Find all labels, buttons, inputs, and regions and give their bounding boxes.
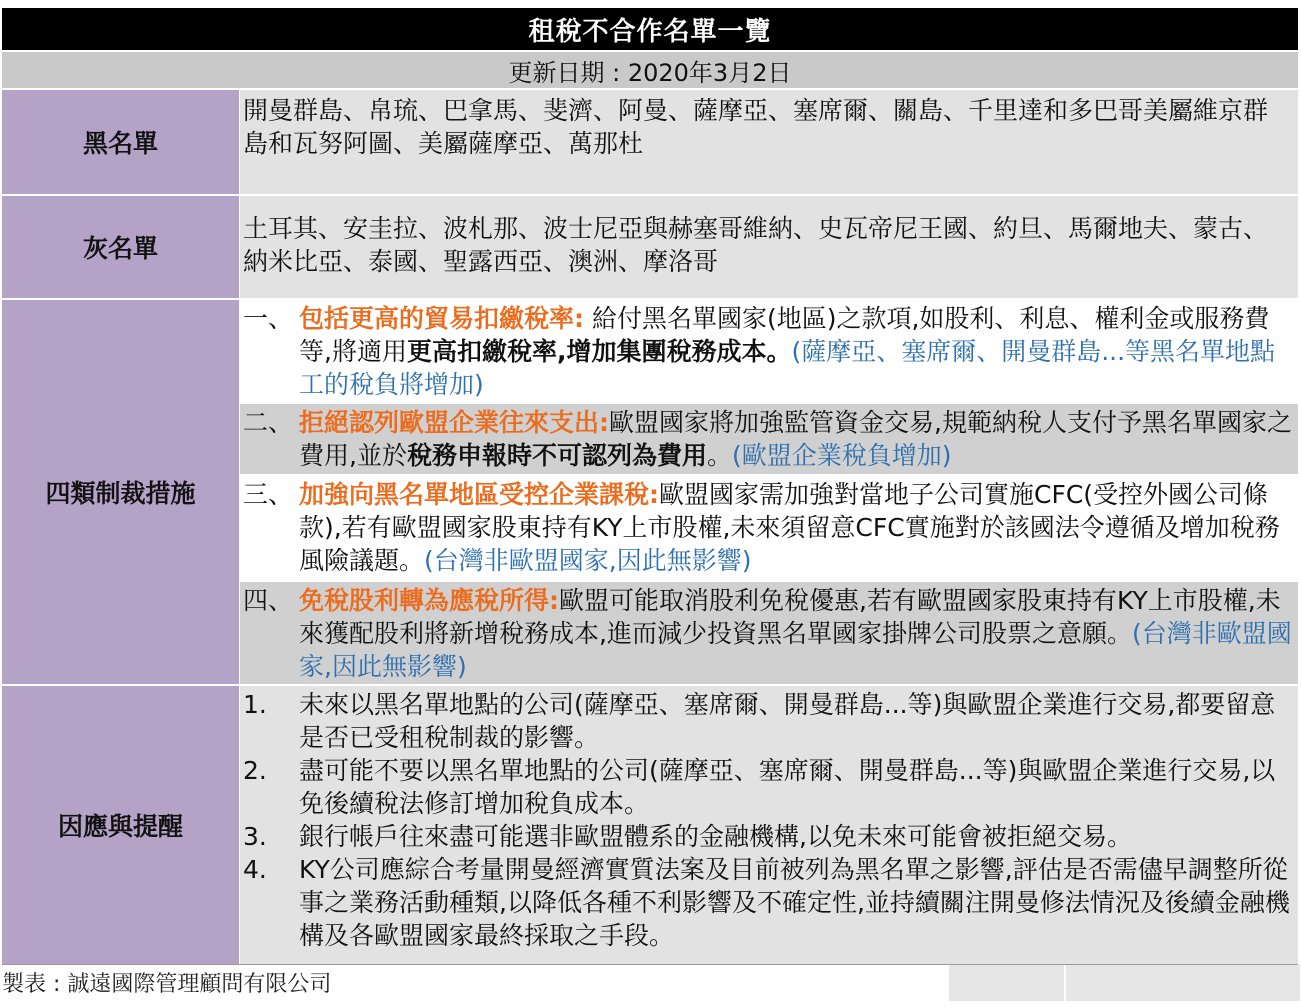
sanction-note: (歐盟企業稅負增加) bbox=[731, 441, 952, 470]
sanction-heading: 包括更高的貿易扣繳稅率: bbox=[299, 304, 584, 333]
sanction-heading: 拒絕認列歐盟企業往來支出: bbox=[299, 408, 609, 437]
sanction-heading: 免稅股利轉為應稅所得: bbox=[299, 586, 559, 615]
update-date: 更新日期 : 2020年3月2日 bbox=[2, 52, 1298, 88]
sanction-note: (薩摩亞、塞席爾、開曼群島...等黑名單地點工的稅負將增加) bbox=[299, 337, 1276, 399]
footer bbox=[2, 964, 1298, 1001]
black-list-label: 黑名單 bbox=[2, 88, 239, 194]
black-list-content: 開曼群島、帛琉、巴拿馬、斐濟、阿曼、薩摩亞、塞席爾、關島、千里達和多巴哥美屬維京群島和瓦努阿圖、美屬薩摩亞、萬那杜 bbox=[240, 88, 1298, 194]
advice-item bbox=[243, 688, 1292, 754]
advice-number: 2. bbox=[243, 756, 267, 785]
sanction-heading: 加強向黑名單地區受控企業課稅: bbox=[299, 480, 659, 509]
advice-item bbox=[243, 754, 1292, 820]
footer-blank-cell bbox=[947, 965, 1064, 1001]
advice-number: 1. bbox=[243, 690, 267, 719]
sanction-note: (台灣非歐盟國家,因此無影響) bbox=[424, 546, 752, 575]
sanction-emphasis: 更高扣繳稅率,增加集團稅務成本。 bbox=[406, 337, 792, 366]
sanction-number: 四、 bbox=[243, 586, 294, 615]
footer-credit: 製表 : 誠遠國際管理顧問有限公司 bbox=[2, 972, 332, 997]
advice-item bbox=[243, 853, 1292, 952]
sanction-item bbox=[240, 580, 1298, 684]
sanction-text: 歐盟國家將加強監管資金交易,規範納稅人支付予黑名單國家之費用,並於 bbox=[299, 408, 1292, 470]
sanction-number: 三、 bbox=[243, 480, 294, 509]
sanction-emphasis: 稅務申報時不可認列為費用 bbox=[406, 441, 707, 470]
page-title: 租稅不合作名單一覽 bbox=[2, 8, 1298, 50]
advice-number: 3. bbox=[243, 822, 267, 851]
sanction-item bbox=[240, 474, 1298, 580]
gray-list-label: 灰名單 bbox=[2, 194, 239, 298]
advice-text: 盡可能不要以黑名單地點的公司(薩摩亞、塞席爾、開曼群島...等)與歐盟企業進行交易,以免後續稅法修訂增加稅負成本。 bbox=[299, 756, 1276, 818]
sanction-number: 一、 bbox=[243, 304, 294, 333]
sanction-text-end: 。 bbox=[706, 441, 732, 470]
advice-content bbox=[240, 684, 1298, 964]
advice-text: KY公司應綜合考量開曼經濟實質法案及目前被列為黑名單之影響,評估是否需儘早調整所從事之業務活動種類,以降低各種不利影響及不確定性,並持續關注開曼修法情況及後續金融機構及各歐盟國家最終採取之手段。 bbox=[299, 855, 1290, 950]
sanction-item bbox=[240, 402, 1298, 474]
advice-number: 4. bbox=[243, 855, 267, 884]
sanction-text: 歐盟可能取消股利免稅優惠,若有歐盟國家股東持有KY上市股權,未來獲配股利將新增稅務成本,進而減少投資黑名單國家掛牌公司股票之意願。 bbox=[299, 586, 1281, 648]
advice-label: 因應與提醒 bbox=[2, 684, 239, 964]
sanction-item bbox=[240, 298, 1298, 402]
advice-text: 銀行帳戶往來盡可能選非歐盟體系的金融機構,以免未來可能會被拒絕交易。 bbox=[299, 822, 1132, 851]
sanctions-label: 四類制裁措施 bbox=[2, 298, 239, 684]
gray-list-content: 土耳其、安圭拉、波札那、波士尼亞與赫塞哥維納、史瓦帝尼王國、約旦、馬爾地夫、蒙古、納米比亞、泰國、聖露西亞、澳洲、摩洛哥 bbox=[240, 194, 1298, 298]
advice-item bbox=[243, 820, 1292, 853]
advice-text: 未來以黑名單地點的公司(薩摩亞、塞席爾、開曼群島...等)與歐盟企業進行交易,都要留意是否已受租稅制裁的影響。 bbox=[299, 690, 1276, 752]
sanction-text: 歐盟國家需加強對當地子公司實施CFC(受控外國公司條款),若有歐盟國家股東持有KY上市股權,未來須留意CFC實施對於該國法令遵循及增加稅務風險議題。 bbox=[299, 480, 1280, 575]
sanction-text: 給付黑名單國家(地區)之款項,如股利、利息、權利金或服務費等,將適用 bbox=[299, 304, 1270, 366]
footer-blank-cell bbox=[1064, 965, 1300, 1001]
sanction-note: (台灣非歐盟國家,因此無影響) bbox=[299, 619, 1292, 681]
sanction-number: 二、 bbox=[243, 408, 294, 437]
